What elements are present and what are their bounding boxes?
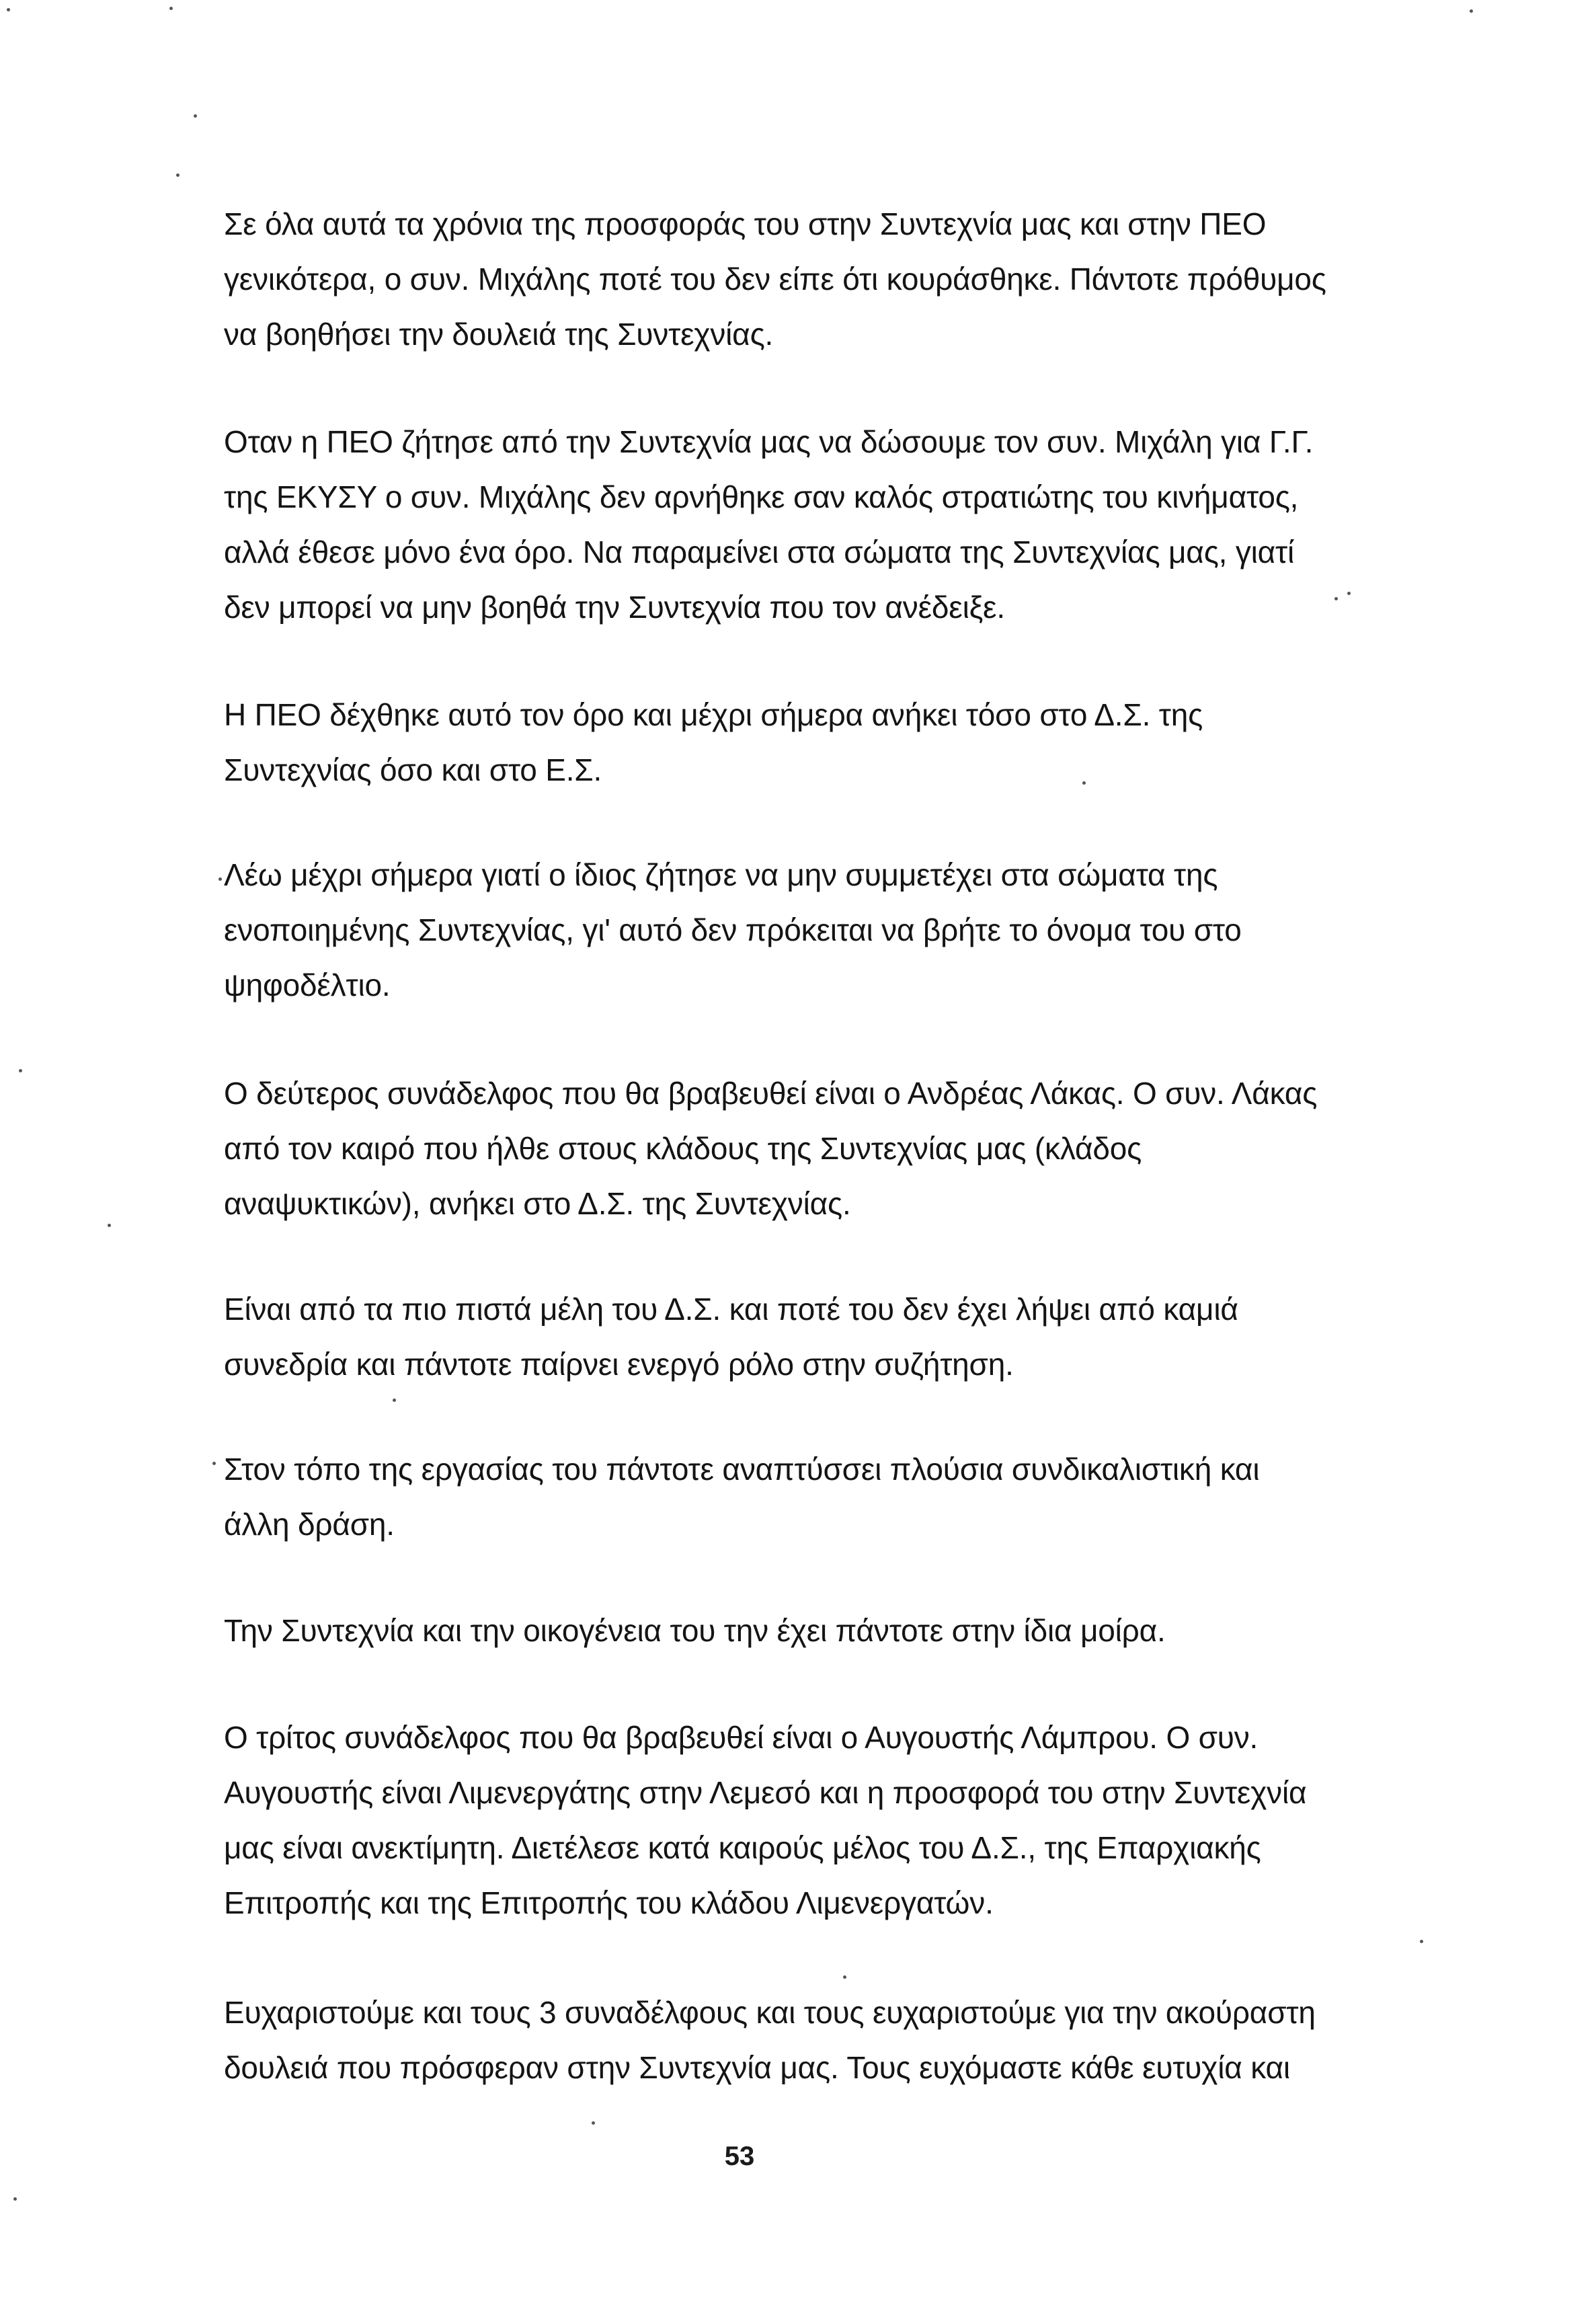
text-line: άλλη δράση. — [224, 1507, 395, 1542]
scan-speck — [1334, 597, 1338, 600]
text-line: από τον καιρό που ήλθε στους κλάδους της Συντεχνίας μας (κλάδος — [224, 1131, 1142, 1166]
paragraph-6 — [224, 1282, 1238, 1392]
scan-speck — [13, 2197, 17, 2201]
scan-speck — [1082, 781, 1086, 785]
text-line: ενοποιημένης Συντεχνίας, γι' αυτό δεν πρόκειται να βρήτε το όνομα του στο — [224, 912, 1242, 947]
scan-speck — [7, 8, 10, 11]
text-line: να βοηθήσει την δουλειά της Συντεχνίας. — [224, 317, 774, 352]
text-line: δεν μπορεί να μην βοηθά την Συντεχνία που τον ανέδειξε. — [224, 590, 1005, 625]
text-line: Σε όλα αυτά τα χρόνια της προσφοράς του στην Συντεχνία μας και στην ΠΕΟ — [224, 206, 1267, 241]
scan-speck — [108, 1224, 111, 1227]
scan-speck — [194, 114, 197, 118]
scan-speck — [169, 7, 173, 10]
text-line: Στον τόπο της εργασίας του πάντοτε αναπτύσσει πλούσια συνδικαλιστική και — [224, 1452, 1260, 1487]
scan-speck — [212, 1462, 216, 1465]
text-line: Λέω μέχρι σήμερα γιατί ο ίδιος ζήτησε να μην συμμετέχει στα σώματα της — [224, 857, 1218, 892]
text-line: Η ΠΕΟ δέχθηκε αυτό τον όρο και μέχρι σήμερα ανήκει τόσο στο Δ.Σ. της — [224, 697, 1203, 732]
text-line: Επιτροπής και της Επιτροπής του κλάδου Λιμενεργατών. — [224, 1885, 994, 1920]
text-line: Ευχαριστούμε και τους 3 συναδέλφους και τους ευχαριστούμε για την ακούραστη — [224, 1995, 1316, 2030]
text-line: δουλειά που πρόσφεραν στην Συντεχνία μας. Τους ευχόμαστε κάθε ευτυχία και — [224, 2050, 1290, 2085]
scan-speck — [1470, 9, 1473, 13]
paragraph-2 — [224, 414, 1313, 635]
text-line: Ο τρίτος συνάδελφος που θα βραβευθεί είναι ο Αυγουστής Λάμπρου. Ο συν. — [224, 1720, 1259, 1755]
paragraph-4 — [224, 847, 1242, 1013]
paragraph-7 — [224, 1442, 1259, 1552]
paragraph-9 — [224, 1710, 1306, 1930]
paragraph-10 — [224, 1985, 1316, 2095]
scan-speck — [1420, 1940, 1423, 1943]
paragraph-5 — [224, 1066, 1317, 1231]
text-line: Ο δεύτερος συνάδελφος που θα βραβευθεί είναι ο Ανδρέας Λάκας. Ο συν. Λάκας — [224, 1076, 1318, 1111]
scan-speck — [218, 877, 222, 881]
scan-speck — [176, 173, 179, 177]
scan-speck — [843, 1975, 846, 1979]
text-line: Είναι από τα πιο πιστά μέλη του Δ.Σ. και ποτέ του δεν έχει λήψει από καμιά — [224, 1292, 1238, 1327]
text-line: αναψυκτικών), ανήκει στο Δ.Σ. της Συντεχνίας. — [224, 1186, 851, 1221]
text-line: Αυγουστής είναι Λιμενεργάτης στην Λεμεσό και η προσφορά του στην Συντεχνία — [224, 1775, 1307, 1810]
scan-speck — [1347, 592, 1351, 595]
text-line: αλλά έθεσε μόνο ένα όρο. Να παραμείνει στα σώματα της Συντεχνίας μας, γιατί — [224, 535, 1295, 569]
scan-speck — [19, 1069, 22, 1072]
text-line: Οταν η ΠΕΟ ζήτησε από την Συντεχνία μας να δώσουμε τον συν. Μιχάλη για Γ.Γ. — [224, 424, 1314, 459]
text-line: της ΕΚΥΣΥ ο συν. Μιχάλης δεν αρνήθηκε σαν καλός στρατιώτης του κινήματος, — [224, 479, 1299, 514]
text-line: Συντεχνίας όσο και στο Ε.Σ. — [224, 752, 602, 787]
text-line: συνεδρία και πάντοτε παίρνει ενεργό ρόλο στην συζήτηση. — [224, 1347, 1014, 1382]
text-line: ψηφοδέλτιο. — [224, 968, 391, 1003]
text-line: μας είναι ανεκτίμητη. Διετέλεσε κατά καιρούς μέλος του Δ.Σ., της Επαρχιακής — [224, 1830, 1261, 1865]
paragraph-8 — [224, 1603, 1166, 1658]
paragraph-1 — [224, 196, 1326, 362]
text-line: γενικότερα, ο συν. Μιχάλης ποτέ του δεν είπε ότι κουράσθηκε. Πάντοτε πρόθυμος — [224, 262, 1326, 297]
scan-speck — [393, 1399, 396, 1402]
paragraph-3 — [224, 687, 1203, 797]
text-line: Την Συντεχνία και την οικογένεια του την έχει πάντοτε στην ίδια μοίρα. — [224, 1613, 1166, 1648]
page-number: 53 — [724, 2141, 755, 2171]
scan-speck — [592, 2121, 595, 2125]
